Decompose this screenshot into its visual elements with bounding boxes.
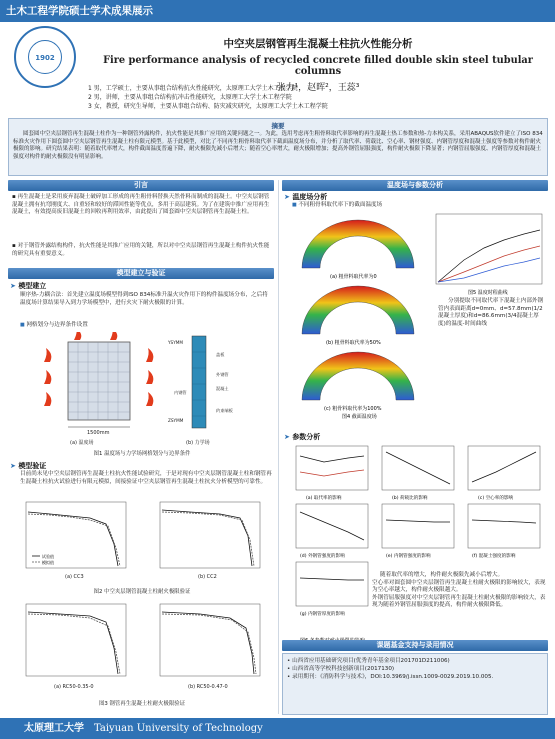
model-text: 顺序热-力耦合法：首先建立温度场模型得到ISO 834标准升温火灾作用下的构件温度场分布，之后将温度场计算结果导入到力学场模型中，进行火灾下耐火极限的计算。 xyxy=(20,292,268,306)
abstract-title: 摘要 xyxy=(271,122,285,130)
figure-6c-caption: (c) 空心率的影响 xyxy=(478,496,514,501)
funding-text-2: 山西省高等学校科技创新项目(2017130) xyxy=(292,666,395,673)
paper-title-cn: 中空夹层钢管再生混凝土柱抗火性能分析 xyxy=(223,38,413,50)
figure-2-validation xyxy=(10,496,274,586)
affiliation-3: 3 女，教授，研究生导师，主要从事组合结构、防灾减灾研究，太原理工大学土木工程学院 xyxy=(88,103,328,110)
figure-6a-caption: (a) 取代率的影响 xyxy=(306,496,342,501)
section-model-header: 模型建立与验证 xyxy=(8,268,274,279)
footer-university-cn: 太原理工大学 xyxy=(24,723,84,734)
figure-1-caption: 图1 温度场与力学场网格划分与边界条件 xyxy=(93,451,191,457)
figure-6b-caption: (b) 荷载比的影响 xyxy=(392,496,428,501)
footer-banner xyxy=(0,718,555,739)
section-intro-header: 引言 xyxy=(8,180,274,191)
funding-item-2: • 山西省高等学校科技创新项目(2017130) xyxy=(287,666,395,673)
figure-6-parameters xyxy=(284,442,548,648)
intro-paragraph-1: ▪ 再生混凝土是采用废弃混凝土破碎加工形成的再生粗骨料替换天然骨料而制成的混凝土。中空夹层钢管混凝土拥有抗弯刚度大、自重轻和较好的滞回性能等优点，多用于高层建筑。为了在建筑中推广应用再生混凝土，有效提高废旧混凝土的回收再利用效率，由此提出了圆套圆中空夹层钢管再生混凝土柱。 xyxy=(12,194,270,216)
figure-2a-caption: (a) CC3 xyxy=(65,574,84,580)
temperature-mesh-column xyxy=(68,342,130,420)
affiliation-1: 1 男，工学硕士，主要从事组合结构抗火性能研究，太原理工大学土木工程学院 xyxy=(88,85,298,92)
figure-1b-caption: (b) 力学场 xyxy=(186,440,210,446)
label-concrete: 混凝土 xyxy=(216,386,229,391)
label-inner-tube: 内钢管 xyxy=(174,390,187,395)
figure-4b-caption: (b) 粗骨料取代率为50% xyxy=(326,340,381,346)
figure-1a-caption: (a) 温度场 xyxy=(70,440,94,446)
figure-3-caption: 图3 钢管再生混凝土柱耐火极限验证 xyxy=(98,701,185,707)
figure-2b-caption: (b) CC2 xyxy=(198,574,217,580)
header-banner: 土木工程学院硕士学术成果展示 xyxy=(0,0,555,22)
figure-6e-caption: (e) 内钢管强度的影响 xyxy=(386,554,431,559)
abstract-box xyxy=(8,118,548,176)
funding-box xyxy=(282,653,548,715)
temp-field-0 xyxy=(302,220,414,268)
mechanical-mesh-column xyxy=(192,336,206,428)
legend-test-1: 试验值 xyxy=(42,554,54,559)
logo-year: 1902 xyxy=(28,40,62,74)
intro-paragraph-2: ▪ 对于钢管外露结构构件，抗火性能是其推广应用的关键，所以对中空夹层钢管再生混凝土构件抗火性能的研究具有重要意义。 xyxy=(12,243,270,257)
figure-3b-caption: (b) RC50-0.47-0 xyxy=(188,684,228,690)
university-logo xyxy=(14,26,76,88)
length-label: 1500mm xyxy=(87,430,110,436)
abstract-text: 圆套圆中空夹层钢管再生混凝土柱作为一种钢管外露构件，抗火性能是其推广应用的关键问题之一。为此，选用考虑再生粗骨料取代率影响的再生混凝土热工参数和热-力本构关系，采用ABAQUS软件建立了ISO 834标准火灾作用下圆套圆中空夹层钢管再生混凝土柱有限元模型。基于此模型，对比了不同再生粗骨料取代率下截面温度场分布，并分析了取代率、荷载比、空心率、钢材强度、内钢管厚度和混凝土强度等参数对构件耐火极限的影响。研究结果表明：随着取代率增大，构件截面温度普遍下降，耐火极限先减小后增大；随着空心率增大，耐火极限增加；提高外钢管屈服强度，构件耐火极限下降显著；内钢管屈服强度、内钢管厚度和混凝土强度对构件的耐火极限没有明显影响。 xyxy=(13,131,543,160)
affiliations xyxy=(88,84,328,111)
label-outer-tube: 外钢管 xyxy=(216,372,229,377)
label-zsymm: ZSYMM xyxy=(168,418,184,423)
validation-heading: ➤ 模型验证 xyxy=(10,461,46,471)
label-ysymm: YSYMM xyxy=(168,340,183,345)
figure-6d-caption: (d) 外钢管强度的影响 xyxy=(300,554,345,559)
model-heading: ➤ 模型建立 xyxy=(10,281,46,291)
figure-6g-caption: (g) 内钢管厚度的影响 xyxy=(300,612,345,617)
label-cover-plate: 盖板 xyxy=(216,352,225,357)
temp-field-100 xyxy=(302,352,414,400)
section-temp-header: 温度场与参数分析 xyxy=(282,180,548,191)
figure-3-validation xyxy=(10,598,274,698)
paper-authors: 张力¹，赵晖²，王蕊³ xyxy=(276,83,360,93)
figure-2-caption: 图2 中空夹层钢管混凝土柱耐火极限验证 xyxy=(93,589,191,595)
temp-heading: ➤ 温度场分析 xyxy=(284,192,327,202)
param-conclusions: 随着取代率的增大，构件耐火极限先减小后增大。 空心率对圆套圆中空夹层钢管再生混凝土柱耐火极限的影响较大，表现为空心率越大，构件耐火极限越大。 外钢管屈服强度对中空夹层钢管再生混凝土柱耐火极限的影响较大，表现为随着外钢管屈服强度的提高，构件耐火极限降低。 xyxy=(372,572,546,609)
mesh-label: ■ 网格划分与边界条件设置 xyxy=(20,322,88,330)
intro-p2-text: 对于钢管外露结构构件，抗火性能是其推广应用的关键，所以对中空夹层钢管再生混凝土构件抗火性能的研究具有重要意义。 xyxy=(12,243,270,257)
intro-p1-text: 再生混凝土是采用废弃混凝土破碎加工形成的再生粗骨料替换天然骨料而制成的混凝土。中空夹层钢管混凝土拥有抗弯刚度大、自重轻和较好的滞回性能等优点，多用于高层建筑。为了在建筑中推广应用再生混凝土，有效提高废旧混凝土的回收再利用效率，由此提出了圆套圆中空夹层钢管再生混凝土柱。 xyxy=(12,194,270,216)
figure-4c-caption: (c) 粗骨料取代率为100% xyxy=(324,406,382,412)
funding-text-3: 录用期刊：《消防科学与技术》，DOI:10.3969/j.issn.1009-0029.2019.10.005. xyxy=(292,674,494,681)
figure-5-caption: 图5 温度时程曲线 xyxy=(468,290,508,296)
validation-text: 目前尚未见中空夹层钢管再生混凝土柱抗火性能试验研究，于是对现有中空夹层钢管混凝土柱和钢管再生混凝土柱抗火试验进行有限元模拟，间接验证中空夹层钢管再生混凝土柱抗火分析模型的可靠性。 xyxy=(20,471,272,485)
figure-6f-caption: (f) 混凝土强度的影响 xyxy=(472,554,516,559)
figure-3a-caption: (a) RC50-0.35-0 xyxy=(54,684,94,690)
affiliation-2: 2 男，讲师，主要从事组合结构抗冲击性能研究，太原理工大学土木工程学院 xyxy=(88,94,292,101)
figure-4a-caption: (a) 粗骨料取代率为0 xyxy=(330,274,377,280)
funding-text-1: 山西省应用基础研究项目(优秀青年基金项目201701D211006) xyxy=(292,658,450,664)
figure-4-caption: 图4 截面温度场 xyxy=(342,414,377,420)
section-funding-header: 课题基金支持与录用情况 xyxy=(282,640,548,651)
paper-title-en: Fire performance analysis of recycled concrete filled double skin steel tubular columns xyxy=(103,55,533,77)
param-heading: ➤ 参数分析 xyxy=(284,432,320,442)
funding-item-3: • 录用期刊：《消防科学与技术》，DOI:10.3969/j.issn.1009-0029.2019.10.005. xyxy=(287,674,494,681)
label-end-plate: 约束端板 xyxy=(216,408,233,413)
funding-item-1: • 山西省应用基础研究项目(优秀青年基金项目201701D211006) xyxy=(287,658,450,664)
column-divider xyxy=(278,180,279,714)
legend-sim-1: 模拟值 xyxy=(42,560,54,565)
figure-1-mesh xyxy=(10,332,274,448)
footer-university-en: Taiyuan University of Technology xyxy=(94,723,263,734)
temp-description: 分别提取不同取代率下混凝土内部外钢管内表面距离d=0mm、d=57.8mm(1/2混凝土厚度)和d=86.6mm(3/4混凝土厚度)的温度-时间曲线 xyxy=(438,298,544,327)
temp-subtitle: ■ 不同粗骨料取代率下的截面温度场 xyxy=(292,202,382,210)
temp-field-50 xyxy=(302,286,414,334)
